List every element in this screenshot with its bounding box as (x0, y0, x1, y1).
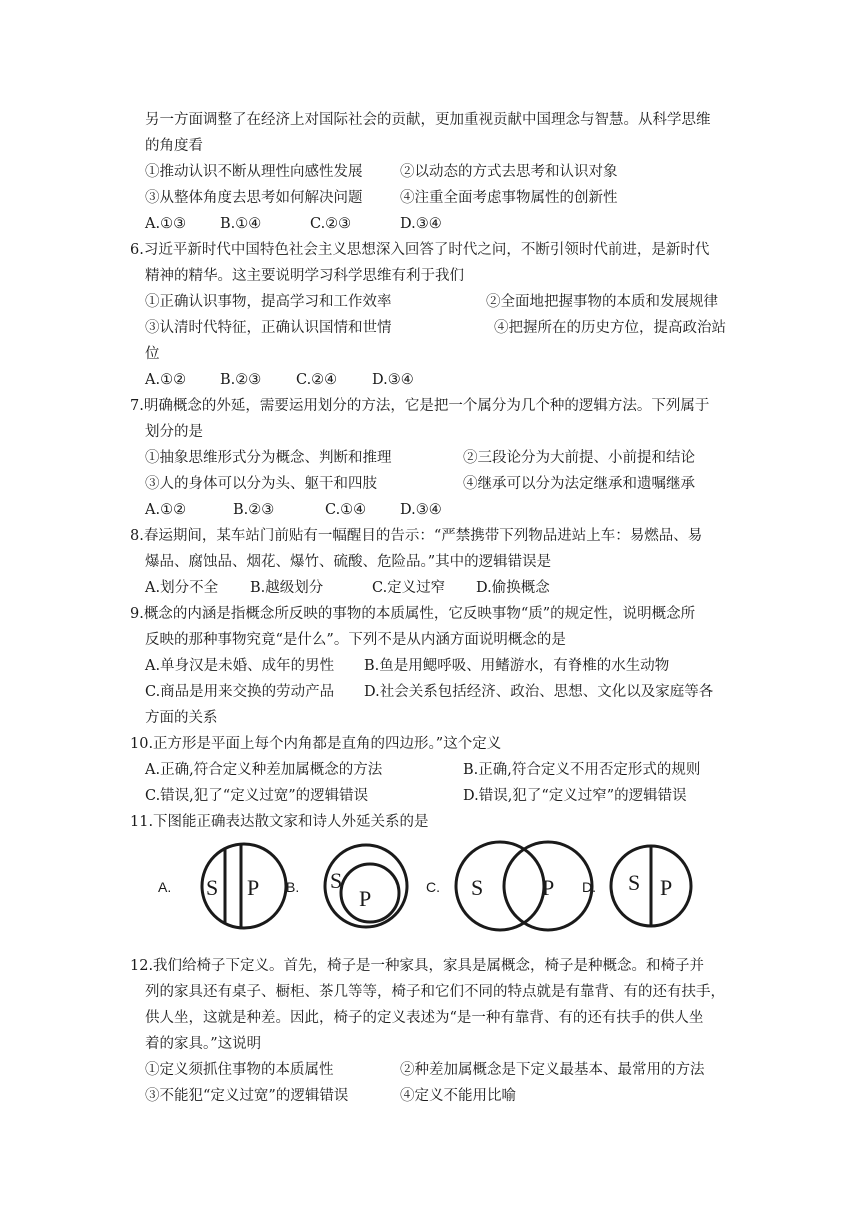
diagram-b-label: B. (286, 879, 300, 895)
q12-statement-4: ④定义不能用比喻 (400, 1088, 516, 1104)
q9-option-c[interactable]: C.商品是用来交换的劳动产品 (145, 684, 335, 700)
q5-option-c[interactable]: C.②③ (310, 216, 352, 232)
q7-statement-3: ③人的身体可以分为头、躯干和四肢 (145, 476, 377, 492)
q11-stem: 11.下图能正确表达散文家和诗人外延关系的是 (130, 814, 429, 830)
diagram-a-label: A. (158, 879, 172, 895)
q6-stem-line1: 6.习近平新时代中国特色社会主义思想深入回答了时代之问，不断引领时代前进，是新时代 (130, 242, 710, 258)
q12-stem-line1: 12.我们给椅子下定义。首先，椅子是一种家具，家具是属概念，椅子是种概念。和椅子并 (130, 958, 705, 974)
q5-statement-2: ②以动态的方式去思考和认识对象 (400, 164, 618, 180)
diagram-d[interactable] (611, 846, 691, 926)
q10-option-c[interactable]: C.错误,犯了“定义过宽”的逻辑错误 (145, 788, 369, 804)
q12-stem-line2: 列的家具还有桌子、橱柜、茶几等等，椅子和它们不同的特点就是有靠背、有的还有扶手， (145, 984, 725, 1000)
q7-option-d[interactable]: D.③④ (400, 502, 442, 518)
q5-stem-line1: 另一方面调整了在经济上对国际社会的贡献，更加重视贡献中国理念与智慧。从科学思维 (145, 112, 711, 128)
q8-option-d[interactable]: D.偷换概念 (476, 580, 550, 596)
diagram-b-p: P (359, 886, 372, 911)
q8-stem-line1: 8.春运期间，某车站门前贴有一幅醒目的告示：“严禁携带下列物品进站上车：易燃品、易 (130, 528, 703, 544)
diagram-c-s: S (471, 875, 484, 900)
q8-option-a[interactable]: A.划分不全 (145, 580, 219, 596)
q7-option-a[interactable]: A.①② (145, 502, 187, 518)
q10-option-b[interactable]: B.正确,符合定义不用否定形式的规则 (463, 762, 701, 778)
q6-statement-3: ③认清时代特征，正确认识国情和世情 (145, 320, 392, 336)
q10-stem: 10.正方形是平面上每个内角都是直角的四边形。”这个定义 (130, 736, 502, 752)
q9-option-b[interactable]: B.鱼是用鳃呼吸、用鳍游水，有脊椎的水生动物 (364, 658, 670, 674)
q8-stem-line2: 爆品、腐蚀品、烟花、爆竹、硫酸、危险品。”其中的逻辑错误是 (145, 554, 552, 570)
diagram-a-p: P (247, 875, 260, 900)
q6-statement-1: ①正确认识事物，提高学习和工作效率 (145, 294, 392, 310)
q5-option-b[interactable]: B.①④ (220, 216, 262, 232)
diagram-d-s: S (628, 870, 641, 895)
q7-stem-line2: 划分的是 (145, 424, 203, 440)
q5-stem-line2: 的角度看 (145, 138, 203, 154)
q7-option-c[interactable]: C.①④ (325, 502, 367, 518)
q9-option-d[interactable]: D.社会关系包括经济、政治、思想、文化以及家庭等各 (364, 684, 714, 700)
q7-statement-2: ②三段论分为大前提、小前提和结论 (463, 450, 695, 466)
q5-option-d[interactable]: D.③④ (400, 216, 442, 232)
q7-statement-4: ④继承可以分为法定继承和遗嘱继承 (463, 476, 695, 492)
diagram-a-s: S (206, 875, 219, 900)
q6-statement-4-cont: 位 (145, 346, 160, 362)
q8-option-b[interactable]: B.越级划分 (250, 580, 324, 596)
diagram-b-s: S (330, 868, 343, 893)
q6-option-c[interactable]: C.②④ (296, 372, 338, 388)
q6-option-b[interactable]: B.②③ (220, 372, 262, 388)
q7-stem-line1: 7.明确概念的外延，需要运用划分的方法，它是把一个属分为几个种的逻辑方法。下列属于 (130, 398, 710, 414)
q6-option-d[interactable]: D.③④ (372, 372, 414, 388)
q12-stem-line3: 供人坐，这就是种差。因此，椅子的定义表述为“是一种有靠背、有的还有扶手的供人坐 (145, 1010, 704, 1026)
diagram-c-label: C. (426, 879, 440, 895)
q7-statement-1: ①抽象思维形式分为概念、判断和推理 (145, 450, 392, 466)
diagram-d-label: D. (582, 879, 596, 895)
q12-statement-3: ③不能犯“定义过宽”的逻辑错误 (145, 1088, 349, 1104)
q12-statement-1: ①定义须抓住事物的本质属性 (145, 1062, 334, 1078)
q6-statement-2: ②全面地把握事物的本质和发展规律 (486, 294, 718, 310)
q10-option-a[interactable]: A.正确,符合定义种差加属概念的方法 (145, 762, 383, 778)
q5-option-a[interactable]: A.①③ (145, 216, 187, 232)
venn-diagrams (150, 838, 710, 938)
q5-statement-4: ④注重全面考虑事物属性的创新性 (400, 190, 618, 206)
q9-stem-line2: 反映的那种事物究竟“是什么”。下列不是从内涵方面说明概念的是 (145, 632, 566, 648)
q5-statement-3: ③从整体角度去思考如何解决问题 (145, 190, 363, 206)
q8-option-c[interactable]: C.定义过窄 (372, 580, 446, 596)
q9-option-d-cont: 方面的关系 (145, 710, 218, 726)
q6-option-a[interactable]: A.①② (145, 372, 187, 388)
q12-statement-2: ②种差加属概念是下定义最基本、最常用的方法 (400, 1062, 705, 1078)
diagram-d-p: P (660, 875, 673, 900)
q9-option-a[interactable]: A.单身汉是未婚、成年的男性 (145, 658, 335, 674)
diagram-c-p: P (542, 875, 555, 900)
q10-option-d[interactable]: D.错误,犯了“定义过窄”的逻辑错误 (463, 788, 687, 804)
q5-statement-1: ①推动认识不断从理性向感性发展 (145, 164, 363, 180)
q6-statement-4: ④把握所在的历史方位，提高政治站 (494, 320, 726, 336)
q9-stem-line1: 9.概念的内涵是指概念所反映的事物的本质属性，它反映事物“质”的规定性，说明概念所 (130, 606, 696, 622)
q6-stem-line2: 精神的精华。这主要说明学习科学思维有利于我们 (145, 268, 464, 284)
q7-option-b[interactable]: B.②③ (233, 502, 275, 518)
q12-stem-line4: 着的家具。”这说明 (145, 1036, 262, 1052)
